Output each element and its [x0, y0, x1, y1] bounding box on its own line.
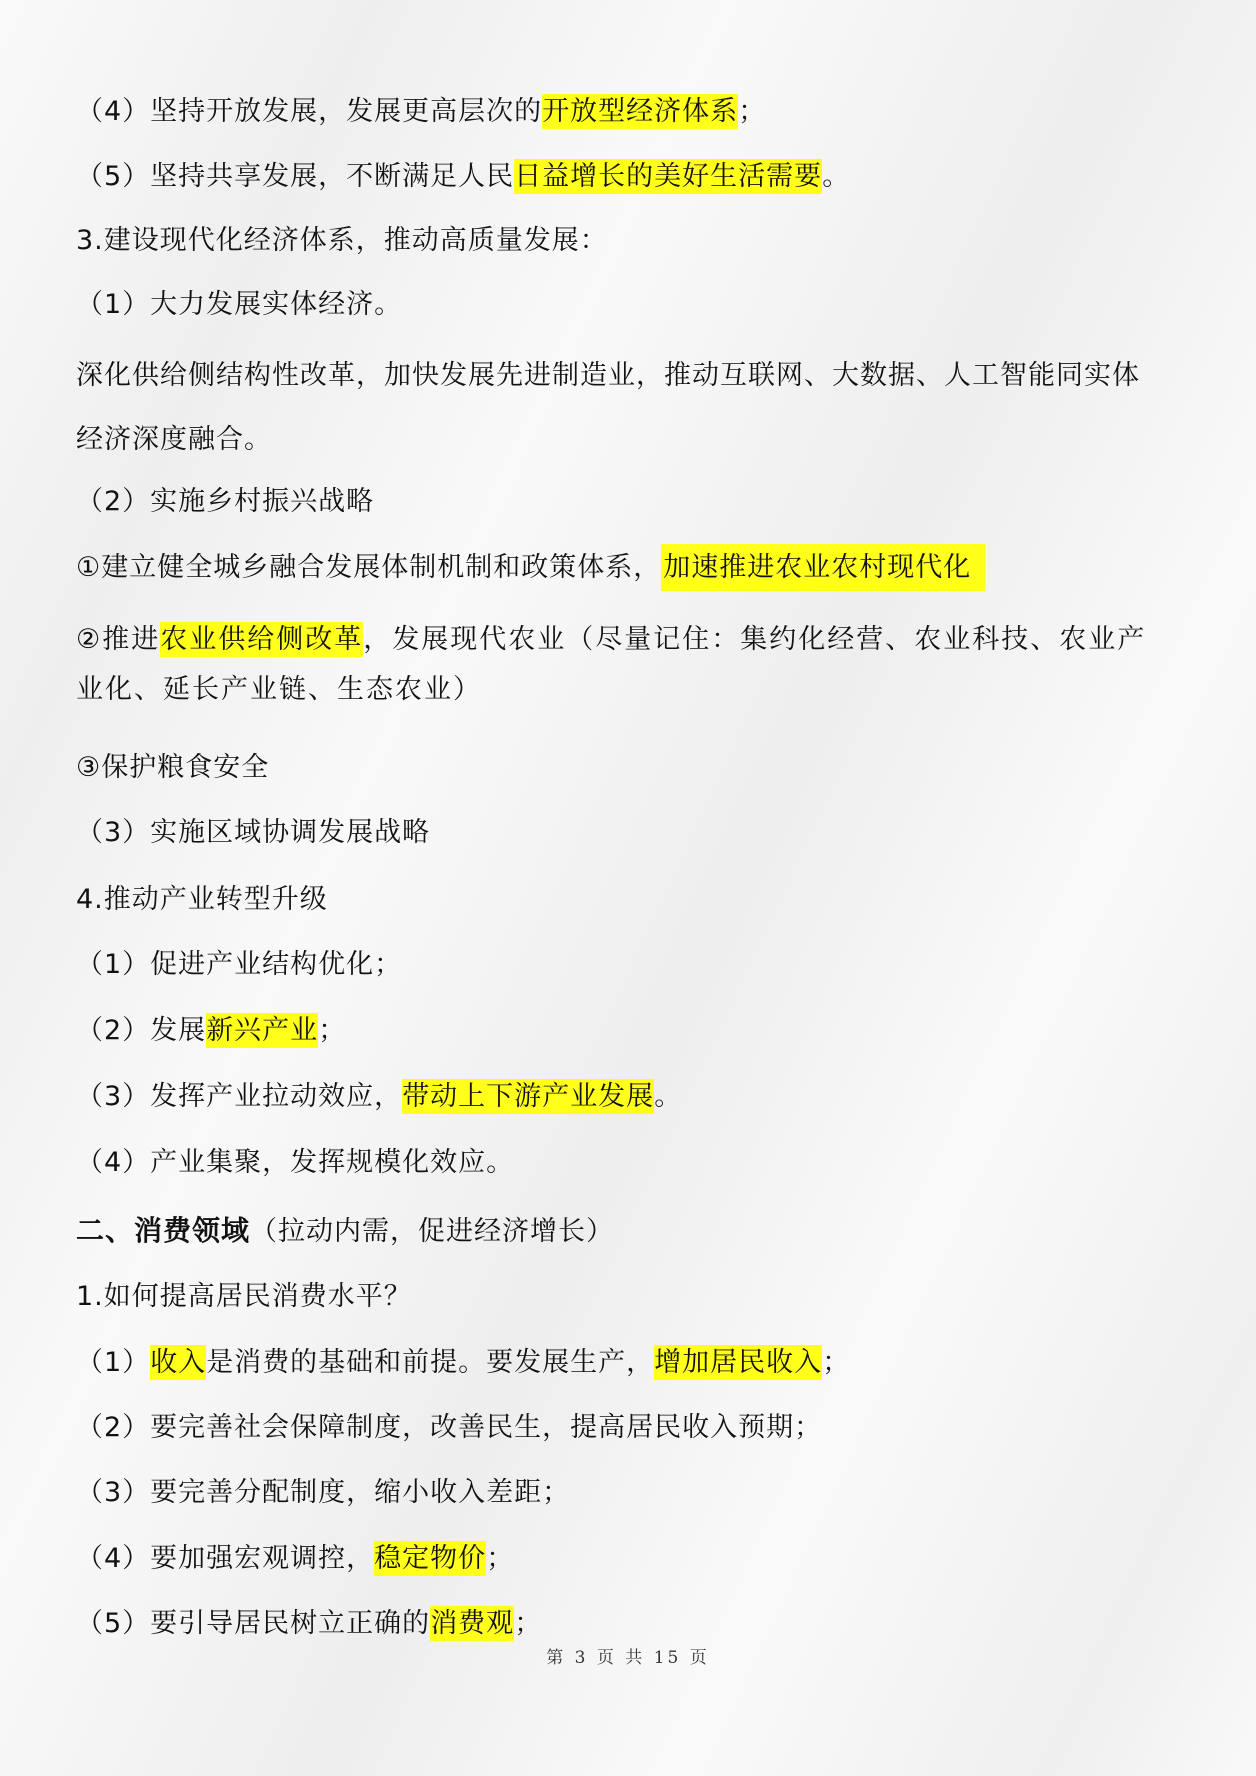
highlight: 带动上下游产业发展 [402, 1081, 655, 1112]
text: （5）坚持共享发展，不断满足人民 [76, 161, 515, 192]
text: ②推进 [76, 624, 161, 655]
text: （3）实施区域协调发展战略 [76, 817, 431, 848]
question-consumption-level [76, 1277, 412, 1317]
text: （2）发展 [76, 1015, 207, 1046]
highlight: 增加居民收入 [654, 1347, 823, 1378]
text: 4.推动产业转型升级 [76, 884, 328, 915]
text: （拉动内需，促进经济增长） [250, 1216, 615, 1247]
item-real-economy [76, 285, 402, 325]
highlight: 开放型经济体系 [542, 96, 739, 127]
item-consumption-view [76, 1604, 542, 1644]
highlight: 稳定物价 [374, 1543, 487, 1574]
item-industry-structure [76, 945, 402, 985]
highlight: 收入 [150, 1347, 207, 1378]
text: ①建立健全城乡融合发展体制机制和政策体系， [76, 552, 662, 583]
sub-item-1 [76, 548, 985, 588]
highlight: 农业供给侧改革 [160, 624, 364, 655]
page-number-footer: 第 3 页 共 15 页 [546, 1648, 710, 1668]
text: （4）坚持开放发展，发展更高层次的 [76, 96, 543, 127]
item-shared-development [76, 157, 850, 197]
highlight: 消费观 [430, 1608, 515, 1639]
text: （4）产业集聚，发挥规模化效应。 [76, 1147, 515, 1178]
paragraph-supply-side [76, 344, 1166, 472]
item-open-development [76, 92, 766, 132]
item-social-security [76, 1408, 822, 1448]
section-3-heading [76, 221, 608, 261]
text: （1）大力发展实体经济。 [76, 289, 403, 320]
text: 。 [654, 1081, 683, 1112]
text: 深化供给侧结构性改革，加快发展先进制造业，推动互联网、大数据、人工智能同实体经济深度融合。 [76, 360, 1140, 455]
section-consumption-heading [76, 1211, 614, 1252]
sub-item-3 [76, 748, 269, 788]
text: （4）要加强宏观调控， [76, 1543, 375, 1574]
text: ； [822, 1347, 851, 1378]
text: ； [318, 1015, 347, 1046]
text: 3.建设现代化经济体系，推动高质量发展： [76, 225, 608, 256]
text: 。 [822, 161, 851, 192]
item-rural-revitalization [76, 482, 374, 522]
text: ； [738, 96, 767, 127]
item-distribution [76, 1473, 570, 1513]
text: （1）促进产业结构优化； [76, 949, 403, 980]
text: ； [514, 1608, 543, 1639]
text: 1.如何提高居民消费水平？ [76, 1281, 412, 1312]
text: （5）要引导居民树立正确的 [76, 1608, 431, 1639]
item-regional-coordination [76, 813, 430, 853]
text: （2）要完善社会保障制度，改善民生，提高居民收入预期； [76, 1412, 823, 1443]
text: ③保护粮食安全 [76, 752, 270, 783]
item-macro-control [76, 1539, 514, 1579]
highlight: 日益增长的美好生活需要 [514, 161, 823, 192]
heading-text: 二、消费领域 [76, 1214, 251, 1247]
text: （1） [76, 1347, 151, 1378]
text: （3）要完善分配制度，缩小收入差距； [76, 1477, 571, 1508]
sub-item-2 [76, 615, 1156, 715]
item-income [76, 1343, 850, 1383]
highlight: 新兴产业 [206, 1015, 319, 1046]
item-emerging-industries [76, 1011, 346, 1051]
text: ； [486, 1543, 515, 1574]
item-industry-driving-effect [76, 1077, 682, 1117]
item-industry-cluster [76, 1143, 514, 1183]
highlight: 加速推进农业农村现代化 [661, 544, 985, 591]
text: （2）实施乡村振兴战略 [76, 486, 375, 517]
text: ，发展现代农业（尽量记住：集约化经营、农业科技、农业产业化、延长产业链、生态农业） [76, 624, 1147, 705]
section-4-heading [76, 880, 328, 920]
text: （3）发挥产业拉动效应， [76, 1081, 403, 1112]
text: 是消费的基础和前提。要发展生产， [206, 1347, 655, 1378]
